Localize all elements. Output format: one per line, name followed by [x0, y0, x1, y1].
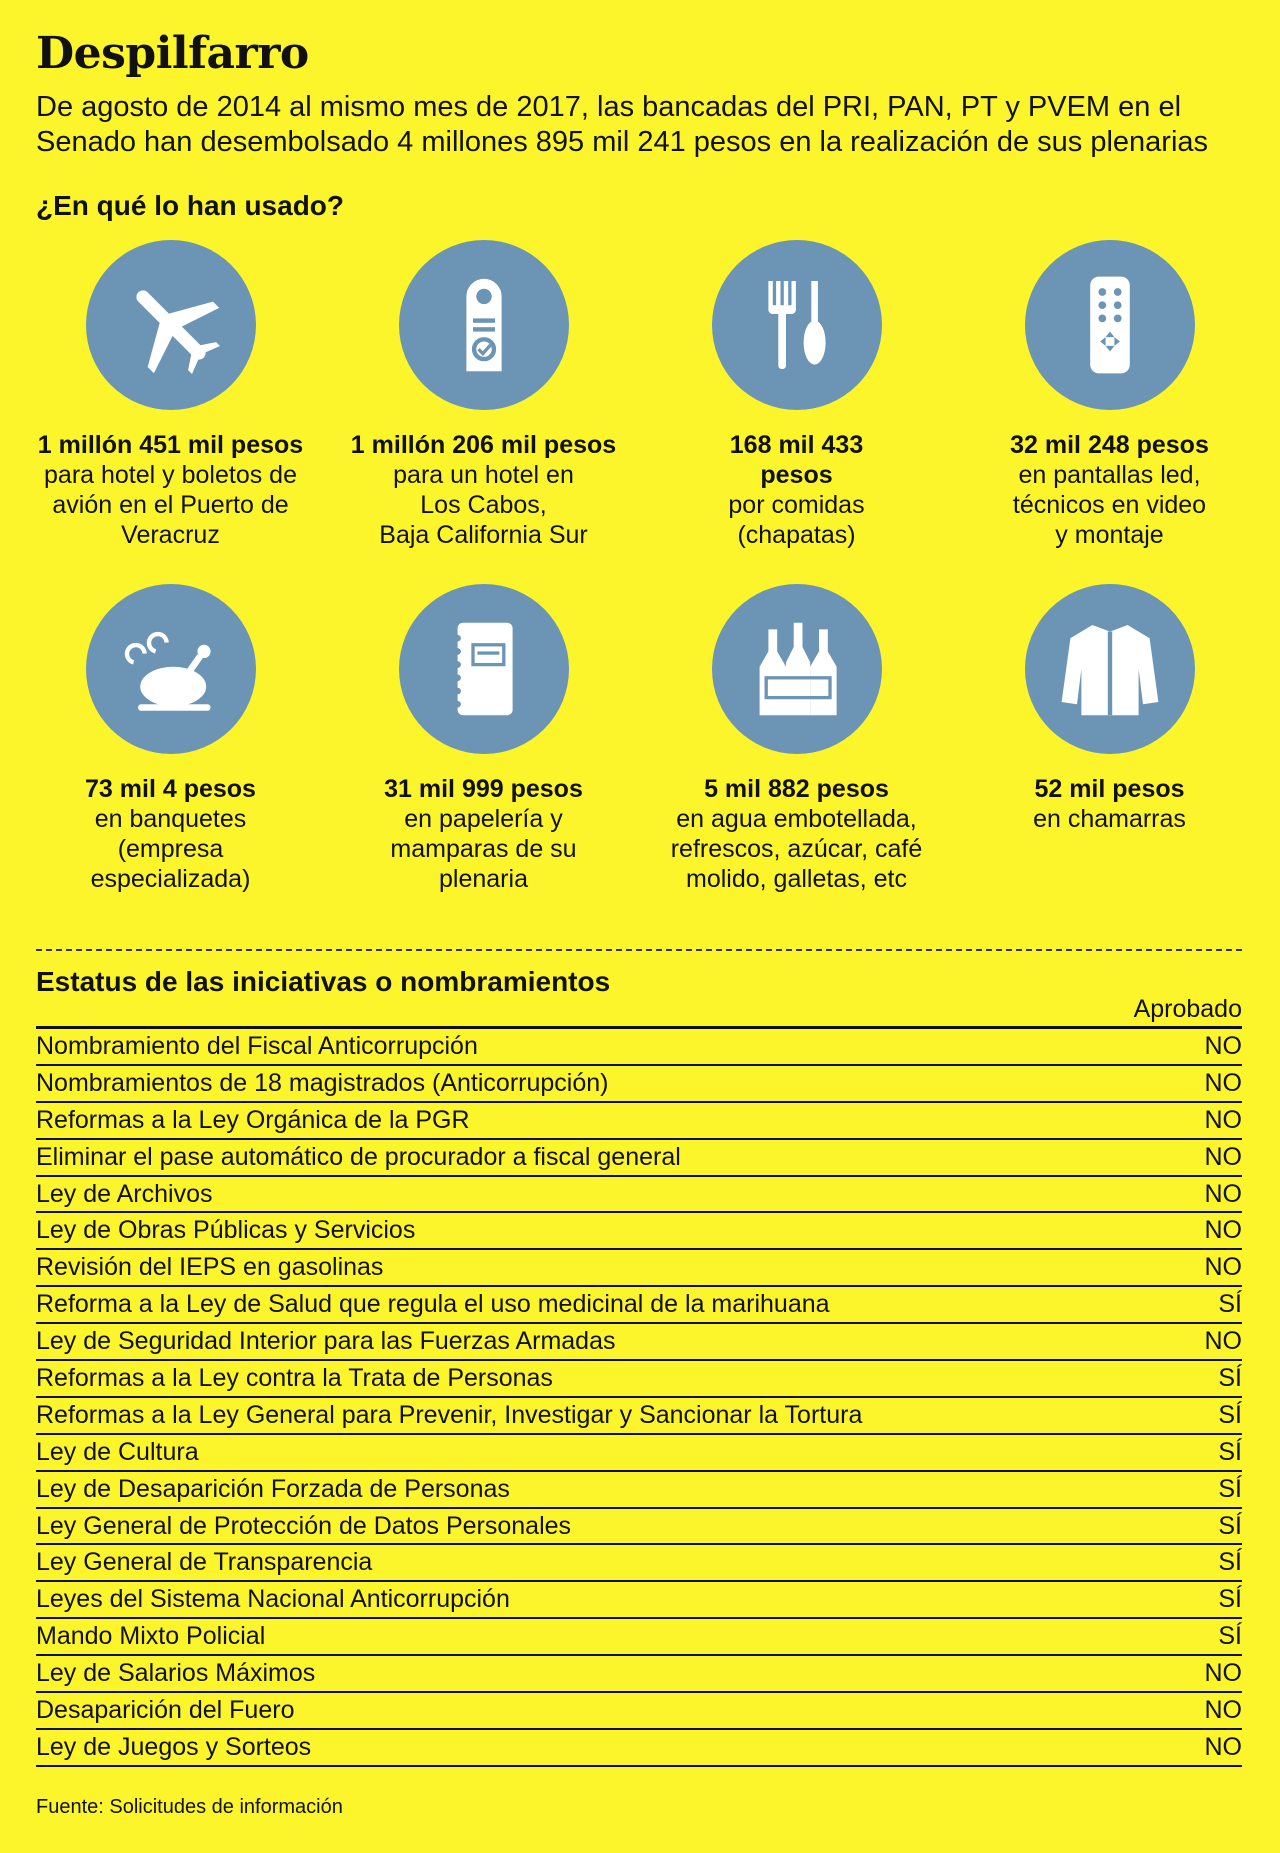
table-row — [36, 1435, 1242, 1472]
section-question: ¿En qué lo han usado? — [36, 190, 344, 221]
expense-description: y montaje — [1055, 521, 1164, 549]
table-row — [36, 1509, 1242, 1546]
initiative-name: Ley de Desaparición Forzada de Personas — [36, 1474, 510, 1503]
approved-status: SÍ — [1218, 1474, 1242, 1503]
expense-amount: 73 mil 4 pesos — [85, 775, 256, 803]
table-row — [36, 1398, 1242, 1435]
expense-amount: 1 millón 206 mil pesos — [350, 431, 617, 459]
initiative-name: Ley de Obras Públicas y Servicios — [36, 1216, 416, 1245]
initiative-name: Reformas a la Ley General para Prevenir, Investigar y Sancionar la Tortura — [36, 1400, 863, 1429]
initiative-name: Reformas a la Ley contra la Trata de Personas — [36, 1363, 553, 1392]
approved-status: NO — [1204, 1216, 1242, 1245]
table-row — [36, 1730, 1242, 1767]
expense-amount: 168 mil 433 pesos — [729, 431, 864, 489]
notebook-icon — [399, 584, 569, 754]
initiative-name: Reforma a la Ley de Salud que regula el uso medicinal de la marihuana — [36, 1290, 830, 1319]
expense-description: plenaria — [439, 865, 528, 893]
initiative-name: Ley de Salarios Máximos — [36, 1659, 316, 1688]
approved-status: NO — [1204, 1695, 1242, 1724]
initiative-name: Revisión del IEPS en gasolinas — [36, 1253, 384, 1282]
remote-control-icon — [1025, 240, 1195, 410]
table-row — [36, 1656, 1242, 1693]
approved-status: NO — [1204, 1142, 1242, 1171]
airplane-icon — [86, 240, 256, 410]
approved-status: NO — [1204, 1253, 1242, 1282]
approved-status: SÍ — [1218, 1437, 1242, 1466]
approved-status: NO — [1204, 1659, 1242, 1688]
approved-status: NO — [1204, 1179, 1242, 1208]
table-row — [36, 1029, 1242, 1066]
expense-amount: 31 mil 999 pesos — [384, 775, 583, 803]
approved-status: NO — [1204, 1031, 1242, 1060]
bottles-icon — [712, 584, 882, 754]
page-title: Despilfarro — [36, 28, 309, 79]
initiative-name: Ley General de Transparencia — [36, 1548, 373, 1577]
expense-description: avión en el Puerto de — [52, 491, 289, 519]
expense-description: para un hotel en — [393, 461, 574, 489]
expense-item — [640, 584, 953, 902]
approved-status: SÍ — [1218, 1548, 1242, 1577]
expense-description: Los Cabos, — [420, 491, 547, 519]
dashed-divider — [36, 949, 1242, 951]
table-row — [36, 1545, 1242, 1582]
expense-item — [953, 240, 1266, 558]
table-row — [36, 1324, 1242, 1361]
expense-amount: 32 mil 248 pesos — [1010, 431, 1209, 459]
initiative-name: Leyes del Sistema Nacional Anticorrupción — [36, 1585, 510, 1614]
approved-status: SÍ — [1218, 1290, 1242, 1319]
expense-item — [953, 584, 1266, 902]
initiative-name: Ley de Archivos — [36, 1179, 213, 1208]
expense-description: para hotel y boletos de — [44, 461, 297, 489]
approved-status: NO — [1204, 1732, 1242, 1761]
expense-grid — [0, 240, 1280, 902]
initiative-name: Ley de Juegos y Sorteos — [36, 1732, 312, 1761]
approved-status: NO — [1204, 1105, 1242, 1134]
expense-amount: 5 mil 882 pesos — [704, 775, 889, 803]
status-table — [36, 990, 1242, 1767]
approved-status: SÍ — [1218, 1511, 1242, 1540]
jacket-icon — [1025, 584, 1195, 754]
initiative-name: Reformas a la Ley Orgánica de la PGR — [36, 1105, 470, 1134]
expense-item — [14, 584, 327, 902]
fork-spoon-icon — [712, 240, 882, 410]
table-row — [36, 1213, 1242, 1250]
table-row — [36, 1177, 1242, 1214]
approved-status: NO — [1204, 1327, 1242, 1356]
expense-description: Veracruz — [121, 521, 220, 549]
initiative-name: Eliminar el pase automático de procurador a fiscal general — [36, 1142, 681, 1171]
expense-description: en banquetes — [94, 805, 247, 833]
expense-item — [640, 240, 953, 558]
table-row — [36, 1103, 1242, 1140]
expense-description: especializada) — [90, 865, 251, 893]
table-row — [36, 1693, 1242, 1730]
expense-description: técnicos en video — [1012, 491, 1207, 519]
table-row — [36, 1361, 1242, 1398]
approved-status: SÍ — [1218, 1363, 1242, 1392]
initiative-name: Ley General de Protección de Datos Personales — [36, 1511, 572, 1540]
approved-status: SÍ — [1218, 1585, 1242, 1614]
approved-status: SÍ — [1218, 1400, 1242, 1429]
subtitle: De agosto de 2014 al mismo mes de 2017, las bancadas del PRI, PAN, PT y PVEM en el Senado han desembolsado 4 millones 895 mil 241 pesos en la realización de sus plenarias — [36, 91, 1209, 158]
expense-description: en agua embotellada, — [676, 805, 917, 833]
expense-description: en pantallas led, — [1018, 461, 1201, 489]
initiative-name: Ley de Cultura — [36, 1437, 199, 1466]
expense-amount: 52 mil pesos — [1034, 775, 1185, 803]
source-note: Fuente: Solicitudes de información — [36, 1796, 343, 1818]
approved-status: NO — [1204, 1068, 1242, 1097]
expense-description: en chamarras — [1033, 805, 1186, 833]
initiative-name: Desaparición del Fuero — [36, 1695, 295, 1724]
approved-status: SÍ — [1218, 1622, 1242, 1651]
expense-description: refrescos, azúcar, café — [670, 835, 923, 863]
initiative-name: Nombramientos de 18 magistrados (Anticorrupción) — [36, 1068, 609, 1097]
table-row — [36, 1066, 1242, 1103]
expense-item — [327, 584, 640, 902]
table-row — [36, 1287, 1242, 1324]
expense-amount: 1 millón 451 mil pesos — [37, 431, 304, 459]
table-row — [36, 1250, 1242, 1287]
expense-description: Baja California Sur — [379, 521, 588, 549]
initiative-name: Nombramiento del Fiscal Anticorrupción — [36, 1031, 478, 1060]
table-row — [36, 1140, 1242, 1177]
expense-description: mamparas de su — [390, 835, 577, 863]
expense-item — [327, 240, 640, 558]
initiative-name: Ley de Seguridad Interior para las Fuerzas Armadas — [36, 1327, 616, 1356]
door-hanger-icon — [399, 240, 569, 410]
table-row — [36, 1582, 1242, 1619]
table-row — [36, 1619, 1242, 1656]
column-header-aprobado: Aprobado — [36, 990, 1242, 1029]
expense-description: en papelería y — [404, 805, 563, 833]
roast-chicken-icon — [86, 584, 256, 754]
table-title: Estatus de las iniciativas o nombramientos — [36, 966, 611, 997]
expense-description: por comidas — [728, 491, 865, 519]
expense-description: (empresa — [117, 835, 224, 863]
expense-description: molido, galletas, etc — [686, 865, 907, 893]
expense-description: (chapatas) — [737, 521, 856, 549]
table-row — [36, 1472, 1242, 1509]
expense-item — [14, 240, 327, 558]
initiative-name: Mando Mixto Policial — [36, 1622, 266, 1651]
